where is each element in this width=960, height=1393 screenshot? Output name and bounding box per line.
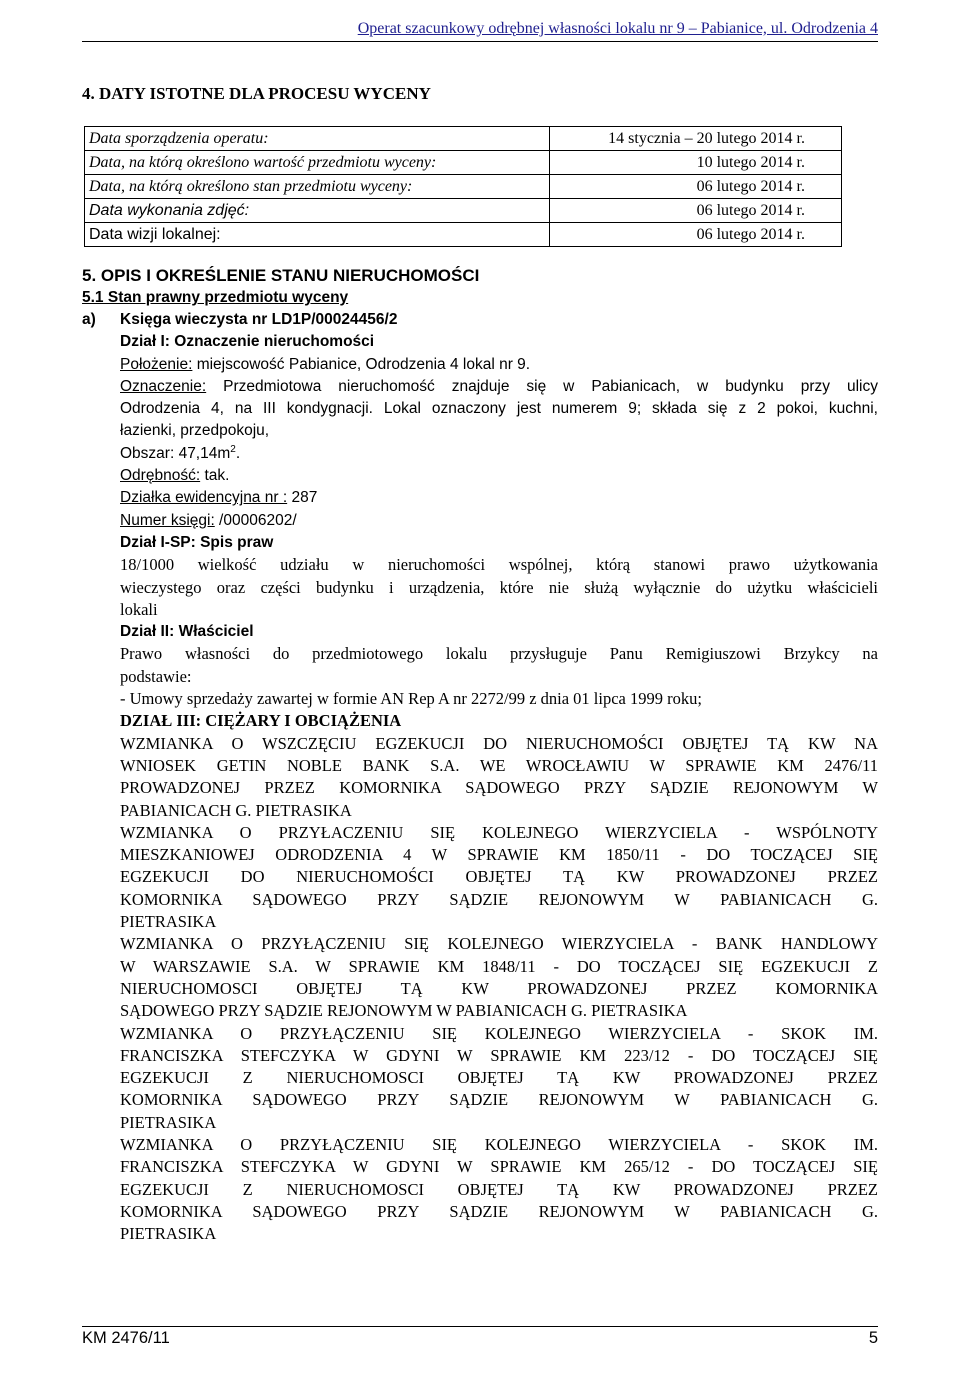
encumbrance-line: WZMIANKA O PRZYŁĄCZENIU SIĘ KOLEJNEGO WIERZYCIELA - SKOK IM.	[120, 1023, 878, 1043]
dzial1sp-heading: Dział I-SP: Spis praw	[120, 533, 274, 551]
encumbrance-line: EGZEKUCJI DO NIERUCHOMOŚCI OBJĘTEJ TĄ KW PROWADZONEJ PRZEZ	[120, 867, 878, 887]
date-value: 14 stycznia – 20 lutego 2014 r.	[550, 127, 842, 151]
parcel-label: Działka ewidencyjna nr :	[120, 489, 288, 507]
separateness-line	[120, 465, 878, 487]
encumbrance-line: FRANCISZKA STEFCZYKA W GDYNI W SPRAWIE KM 265/12 - DO TOCZĄCEJ SIĘ	[120, 1157, 878, 1177]
encumbrance-entry	[120, 733, 878, 822]
encumbrance-line: FRANCISZKA STEFCZYKA W GDYNI W SPRAWIE KM 223/12 - DO TOCZĄCEJ SIĘ	[120, 1045, 878, 1065]
dzial3-heading: DZIAŁ III: CIĘŻARY I OBCIĄŻENIA	[120, 711, 402, 731]
encumbrance-entry	[120, 822, 878, 933]
designation-line-2	[120, 398, 878, 420]
encumbrance-line: WZMIANKA O PRZYŁACZENIU SIĘ KOLEJNEGO WIERZYCIELA - WSPÓLNOTY	[120, 822, 878, 842]
date-value: 10 lutego 2014 r.	[550, 151, 842, 175]
encumbrance-line: EGZEKUCJI Z NIERUCHOMOSCI OBJĘTEJ TĄ KW PROWADZONEJ PRZEZ	[120, 1068, 878, 1088]
table-row	[85, 175, 842, 199]
date-label: Data, na którą określono wartość przedmiotu wyceny:	[85, 151, 550, 175]
table-row	[85, 127, 842, 151]
encumbrance-line: PROWADZONEJ PRZEZ KOMORNIKA SĄDOWEGO PRZY SĄDZIE REJONOWYM W	[120, 778, 878, 798]
section4-heading: 4. DATY ISTOTNE DLA PROCESU WYCENY	[82, 84, 431, 103]
parcel-line	[120, 487, 878, 509]
table-row	[85, 223, 842, 247]
item-label: a)	[82, 311, 96, 328]
page-number: 5	[868, 1329, 878, 1347]
encumbrance-line: KOMORNIKA SĄDOWEGO PRZY SĄDZIE REJONOWYM W PABIANICACH G.	[120, 1090, 878, 1110]
encumbrance-line: WZMIANKA O WSZCZĘCIU EGZEKUCJI DO NIERUCHOMOŚCI OBJĘTEJ TĄ KW NA	[120, 733, 878, 753]
encumbrance-line: W WARSZAWIE S.A. W SPRAWIE KM 1848/11 - DO TOCZĄCEJ SIĘ EGZEKUCJI Z	[120, 956, 878, 976]
book-number-line	[120, 510, 878, 532]
encumbrance-line: WNIOSEK GETIN NOBLE BANK S.A. WE WROCŁAWIU W SPRAWIE KM 2476/11	[120, 755, 878, 775]
land-register-item	[82, 309, 878, 331]
designation-floor: Odrodzenia 4, na III kondygnacji.	[120, 400, 373, 418]
dzial2-value: : Właściciel	[169, 623, 254, 641]
section5-heading: 5. OPIS I OKREŚLENIE STANU NIERUCHOMOŚCI	[82, 266, 480, 285]
encumbrance-entry	[120, 1134, 878, 1245]
book-number-label: Numer księgi:	[120, 511, 215, 529]
rights-line-2: wieczystego oraz części budynku i urządzenia, które nie służą wyłącznie do użytku właścicieli	[120, 577, 878, 597]
table-row	[85, 199, 842, 223]
designation-label: Oznaczenie:	[120, 377, 207, 395]
encumbrance-line: PIETRASIKA	[120, 912, 217, 932]
designation-text: Przedmiotowa nieruchomość znajduje się w Pabianicach, w budynku przy ulicy	[206, 377, 878, 395]
area-value: Obszar: 47,14m	[120, 444, 231, 462]
designation-line-3: łazienki, przedpokoju,	[120, 422, 270, 440]
separateness-value: tak.	[200, 467, 230, 485]
separateness-label: Odrębność:	[120, 467, 201, 485]
date-value: 06 lutego 2014 r.	[550, 223, 842, 247]
book-number-value: /00006202/	[214, 511, 297, 529]
land-register-details	[82, 331, 878, 1245]
date-label: Data wykonania zdjęć:	[85, 199, 550, 223]
page-header	[82, 20, 878, 42]
document-body	[82, 84, 878, 1245]
dzial2-label: Dział II	[120, 623, 170, 641]
area-line	[120, 443, 878, 465]
encumbrance-line: PABIANICACH G. PIETRASIKA	[120, 800, 352, 820]
rights-line-1: 18/1000 wielkość udziału w nieruchomości wspólnej, którą stanowi prawo użytkowania	[120, 555, 878, 575]
designation-line-1	[120, 376, 878, 398]
encumbrance-line: MIESZKANIOWEJ ODRODZENIA 4 W SPRAWIE KM 1850/11 - DO TOCZĄCEJ SIĘ	[120, 845, 878, 865]
date-label: Data, na którą określono stan przedmiotu wyceny:	[85, 175, 550, 199]
rights-line-3: lokali	[120, 599, 158, 619]
encumbrance-line: EGZEKUCJI Z NIERUCHOMOSCI OBJĘTEJ TĄ KW PROWADZONEJ PRZEZ	[120, 1179, 878, 1199]
dzial1-heading: Dział I: Oznaczenie nieruchomości	[120, 333, 375, 351]
encumbrance-line: SĄDOWEGO PRZY SĄDZIE REJONOWYM W PABIANICACH G. PIETRASIKA	[120, 1001, 688, 1021]
encumbrance-entry	[120, 933, 878, 1022]
section5-1-heading: 5.1 Stan prawny przedmiotu wyceny	[82, 289, 349, 306]
dates-table	[84, 126, 842, 247]
parcel-value: 287	[287, 489, 318, 507]
table-row	[85, 151, 842, 175]
ownership-line-1: Prawo własności do przedmiotowego lokalu przysługuje Panu Remigiuszowi Brzykcy na	[120, 644, 878, 664]
ownership-line-2: podstawie:	[120, 666, 192, 686]
encumbrance-line: PIETRASIKA	[120, 1112, 217, 1132]
designation-rooms: Lokal oznaczony jest numerem 9; składa się z 2 pokoi, kuchni,	[372, 400, 878, 418]
location-label: Położenie:	[120, 355, 193, 373]
encumbrance-line: WZMIANKA O PRZYŁĄCZENIU SIĘ KOLEJNEGO WIERZYCIELA - SKOK IM.	[120, 1134, 878, 1154]
encumbrance-line: PIETRASIKA	[120, 1224, 217, 1244]
date-value: 06 lutego 2014 r.	[550, 175, 842, 199]
encumbrance-line: NIERUCHOMOSCI OBJĘTEJ TĄ KW PROWADZONEJ PRZEZ KOMORNIKA	[120, 978, 878, 998]
encumbrance-line: WZMIANKA O PRZYŁĄCZENIU SIĘ KOLEJNEGO WIERZYCIELA - BANK HANDLOWY	[120, 934, 878, 954]
sale-agreement: - Umowy sprzedaży zawartej w formie AN Rep A nr 2272/99 z dnia 01 lipca 1999 roku;	[120, 689, 702, 709]
date-label: Data wizji lokalnej:	[85, 223, 550, 247]
encumbrance-line: KOMORNIKA SĄDOWEGO PRZY SĄDZIE REJONOWYM W PABIANICACH G.	[120, 1201, 878, 1221]
land-register-number: Księga wieczysta nr LD1P/00024456/2	[120, 311, 398, 328]
date-value: 06 lutego 2014 r.	[550, 199, 842, 223]
dzial2-heading	[120, 621, 878, 643]
area-suffix: .	[235, 444, 241, 462]
date-label: Data sporządzenia operatu:	[85, 127, 550, 151]
location-line	[120, 354, 878, 376]
encumbrance-entry	[120, 1023, 878, 1134]
encumbrances-list	[120, 733, 878, 1246]
case-number: KM 2476/11	[82, 1329, 170, 1347]
page-footer	[82, 1326, 878, 1348]
encumbrance-line: KOMORNIKA SĄDOWEGO PRZY SĄDZIE REJONOWYM W PABIANICACH G.	[120, 889, 878, 909]
location-value: miejscowość Pabianice, Odrodzenia 4 lokal nr 9.	[192, 355, 531, 373]
document-title: Operat szacunkowy odrębnej własności lokalu nr 9 – Pabianice, ul. Odrodzenia 4	[357, 20, 878, 37]
area-superscript: 2	[230, 443, 236, 455]
